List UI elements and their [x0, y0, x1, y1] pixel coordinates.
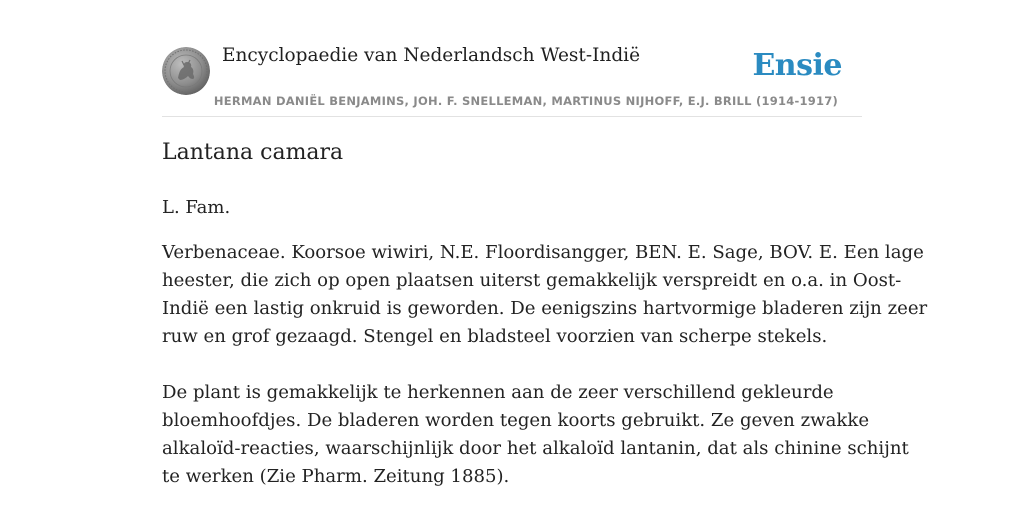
- text-line: heester, die zich op open plaatsen uiterst gemakkelijk verspreidt en o.a. in Oost-: [162, 270, 902, 291]
- source-authors: HERMAN DANIËL BENJAMINS, JOH. F. SNELLEMAN, MARTINUS NIJHOFF, E.J. BRILL (1914-1917): [213, 94, 838, 108]
- text-line: alkaloïd-reacties, waarschijnlijk door het alkaloïd lantanin, dat als chinine schijnt: [162, 438, 909, 459]
- text-line: bloemhoofdjes. De bladeren worden tegen koorts gebruikt. Ze geven zwakke: [162, 410, 870, 431]
- source-title[interactable]: Encyclopaedie van Nederlandsch West-Indië: [222, 45, 641, 66]
- article-paragraph: [162, 239, 928, 351]
- brand-logo[interactable]: Ensie: [752, 48, 842, 83]
- coin-lion-emblem-icon[interactable]: [162, 47, 210, 95]
- text-line: Verbenaceae. Koorsoe wiwiri, N.E. Floordisangger, BEN. E. Sage, BOV. E. Een lage: [162, 242, 924, 263]
- source-header: [162, 0, 862, 117]
- article-title: Lantana camara: [162, 140, 344, 165]
- text-line: te werken (Zie Pharm. Zeitung 1885).: [162, 466, 510, 487]
- text-line: De plant is gemakkelijk te herkennen aan de zeer verschillend gekleurde: [162, 382, 834, 403]
- text-line: ruw en grof gezaagd. Stengel en bladsteel voorzien van scherpe stekels.: [162, 326, 828, 347]
- article-paragraph: [162, 379, 909, 491]
- article-lead: L. Fam.: [162, 197, 231, 218]
- text-line: Indië een lastig onkruid is geworden. De eenigszins hartvormige bladeren zijn zeer: [162, 298, 928, 319]
- page: [162, 0, 928, 487]
- article-body: [162, 239, 928, 519]
